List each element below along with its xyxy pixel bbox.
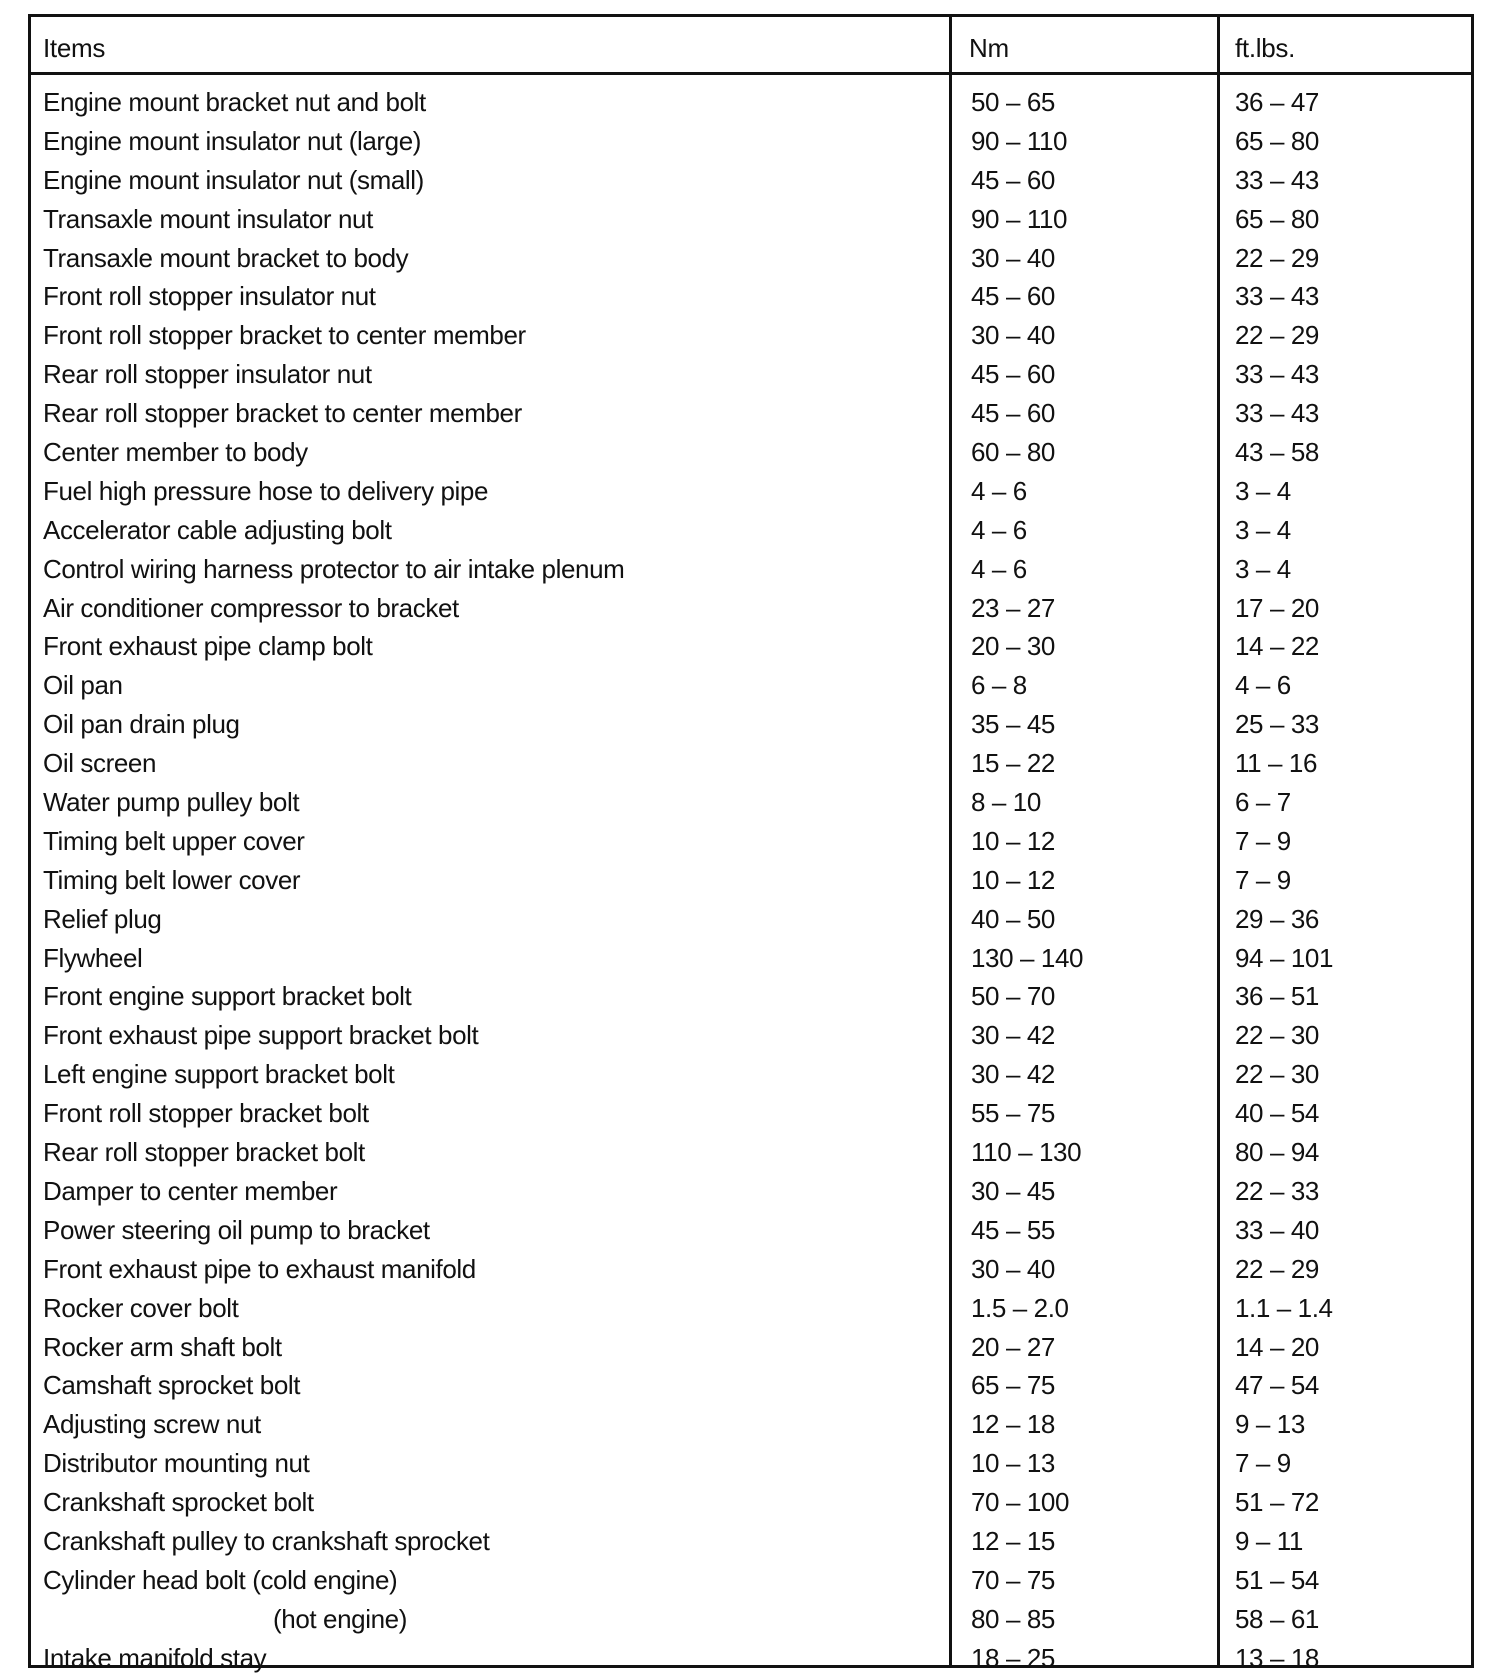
row-nm-value: 18 – 25 [971, 1642, 1055, 1673]
row-nm-value: 45 – 55 [971, 1214, 1055, 1245]
row-ftlbs-value: 29 – 36 [1235, 903, 1319, 934]
row-ftlbs-value: 4 – 6 [1235, 670, 1291, 701]
table-row [31, 161, 1471, 200]
row-nm-value: 6 – 8 [971, 670, 1027, 701]
row-nm-value: 30 – 40 [971, 320, 1055, 351]
table-row [31, 433, 1471, 472]
table-row [31, 1600, 1471, 1639]
row-nm-value: 35 – 45 [971, 709, 1055, 740]
row-nm-value: 40 – 50 [971, 903, 1055, 934]
row-item-label: Relief plug [43, 903, 162, 934]
row-nm-value: 30 – 42 [971, 1059, 1055, 1090]
row-ftlbs-value: 11 – 16 [1235, 748, 1318, 779]
row-nm-value: 65 – 75 [971, 1370, 1055, 1401]
row-ftlbs-value: 3 – 4 [1235, 514, 1291, 545]
row-nm-value: 70 – 75 [971, 1564, 1055, 1595]
row-item-label: Center member to body [43, 437, 308, 468]
row-nm-value: 23 – 27 [971, 592, 1055, 623]
row-ftlbs-value: 13 – 18 [1235, 1642, 1319, 1673]
row-ftlbs-value: 14 – 22 [1235, 631, 1319, 662]
row-item-label: Adjusting screw nut [43, 1409, 261, 1440]
row-ftlbs-value: 58 – 61 [1235, 1603, 1319, 1634]
row-ftlbs-value: 51 – 72 [1235, 1487, 1319, 1518]
table-row [31, 1444, 1471, 1483]
table-body [31, 83, 1471, 1678]
row-ftlbs-value: 7 – 9 [1235, 864, 1291, 895]
table-row [31, 1405, 1471, 1444]
row-item-label: (hot engine) [273, 1603, 407, 1634]
table-row [31, 355, 1471, 394]
table-row [31, 550, 1471, 589]
row-item-label: Water pump pulley bolt [43, 787, 300, 818]
torque-spec-table [28, 14, 1474, 1673]
row-ftlbs-value: 33 – 43 [1235, 398, 1319, 429]
row-ftlbs-value: 33 – 43 [1235, 359, 1319, 390]
row-ftlbs-value: 36 – 47 [1235, 87, 1319, 117]
row-nm-value: 1.5 – 2.0 [971, 1292, 1069, 1323]
table-row [31, 783, 1471, 822]
table-row [31, 394, 1471, 433]
row-item-label: Cylinder head bolt (cold engine) [43, 1564, 398, 1595]
row-nm-value: 12 – 15 [971, 1525, 1055, 1556]
row-item-label: Timing belt upper cover [43, 825, 305, 856]
row-item-label: Fuel high pressure hose to delivery pipe [43, 475, 489, 506]
row-item-label: Control wiring harness protector to air intake plenum [43, 553, 625, 584]
row-nm-value: 90 – 110 [971, 203, 1068, 234]
row-nm-value: 80 – 85 [971, 1603, 1055, 1634]
table-row [31, 122, 1471, 161]
row-nm-value: 45 – 60 [971, 359, 1055, 390]
row-item-label: Crankshaft sprocket bolt [43, 1487, 314, 1518]
table-row [31, 589, 1471, 628]
row-item-label: Transaxle mount insulator nut [43, 203, 373, 234]
row-ftlbs-value: 7 – 9 [1235, 1448, 1291, 1479]
row-nm-value: 30 – 40 [971, 242, 1055, 273]
table-row [31, 1639, 1471, 1678]
row-nm-value: 10 – 12 [971, 864, 1055, 895]
row-item-label: Rocker cover bolt [43, 1292, 239, 1323]
row-ftlbs-value: 3 – 4 [1235, 553, 1291, 584]
row-ftlbs-value: 22 – 33 [1235, 1175, 1319, 1206]
row-item-label: Flywheel [43, 942, 143, 973]
table-row [31, 744, 1471, 783]
row-nm-value: 12 – 18 [971, 1409, 1055, 1440]
table-row [31, 1366, 1471, 1405]
row-ftlbs-value: 33 – 43 [1235, 164, 1319, 195]
row-ftlbs-value: 80 – 94 [1235, 1137, 1319, 1168]
row-nm-value: 10 – 12 [971, 825, 1055, 856]
row-nm-value: 10 – 13 [971, 1448, 1055, 1479]
row-item-label: Engine mount insulator nut (large) [43, 125, 422, 156]
row-item-label: Transaxle mount bracket to body [43, 242, 409, 273]
row-ftlbs-value: 9 – 13 [1235, 1409, 1305, 1440]
row-ftlbs-value: 65 – 80 [1235, 203, 1319, 234]
row-item-label: Front roll stopper insulator nut [43, 281, 376, 312]
table-row [31, 1133, 1471, 1172]
row-item-label: Distributor mounting nut [43, 1448, 310, 1479]
row-item-label: Air conditioner compressor to bracket [43, 592, 459, 623]
row-nm-value: 20 – 30 [971, 631, 1055, 662]
row-nm-value: 60 – 80 [971, 437, 1055, 468]
table-row [31, 83, 1471, 122]
row-ftlbs-value: 9 – 11 [1235, 1525, 1303, 1556]
table-row [31, 1250, 1471, 1289]
row-item-label: Engine mount insulator nut (small) [43, 164, 424, 195]
row-nm-value: 30 – 42 [971, 1020, 1055, 1051]
row-nm-value: 8 – 10 [971, 787, 1041, 818]
table-header-row [31, 17, 1471, 75]
header-items: Items [43, 33, 106, 63]
row-item-label: Rear roll stopper insulator nut [43, 359, 372, 390]
row-item-label: Left engine support bracket bolt [43, 1059, 395, 1090]
row-item-label: Front exhaust pipe clamp bolt [43, 631, 373, 662]
row-item-label: Rear roll stopper bracket bolt [43, 1137, 365, 1168]
table-row [31, 705, 1471, 744]
table-row [31, 277, 1471, 316]
row-nm-value: 50 – 70 [971, 981, 1055, 1012]
row-item-label: Front engine support bracket bolt [43, 981, 412, 1012]
table-row [31, 1094, 1471, 1133]
row-ftlbs-value: 17 – 20 [1235, 592, 1319, 623]
table-row [31, 472, 1471, 511]
row-ftlbs-value: 43 – 58 [1235, 437, 1319, 468]
row-item-label: Intake manifold stay [43, 1642, 267, 1673]
table-row [31, 861, 1471, 900]
row-item-label: Camshaft sprocket bolt [43, 1370, 301, 1401]
table-row [31, 939, 1471, 978]
table-row [31, 900, 1471, 939]
row-ftlbs-value: 22 – 30 [1235, 1059, 1319, 1090]
row-item-label: Rocker arm shaft bolt [43, 1331, 282, 1362]
row-ftlbs-value: 47 – 54 [1235, 1370, 1319, 1401]
table-row [31, 1328, 1471, 1367]
table-row [31, 1211, 1471, 1250]
table-row [31, 1016, 1471, 1055]
row-ftlbs-value: 40 – 54 [1235, 1098, 1319, 1129]
row-item-label: Damper to center member [43, 1175, 338, 1206]
row-nm-value: 4 – 6 [971, 553, 1027, 584]
row-nm-value: 110 – 130 [971, 1137, 1082, 1168]
header-nm: Nm [969, 33, 1009, 63]
table-row [31, 822, 1471, 861]
table-row [31, 1561, 1471, 1600]
table-row [31, 977, 1471, 1016]
row-nm-value: 50 – 65 [971, 87, 1055, 117]
row-ftlbs-value: 22 – 29 [1235, 1253, 1319, 1284]
table-row [31, 1289, 1471, 1328]
row-ftlbs-value: 14 – 20 [1235, 1331, 1319, 1362]
row-nm-value: 130 – 140 [971, 942, 1084, 973]
row-ftlbs-value: 36 – 51 [1235, 981, 1319, 1012]
table-row [31, 316, 1471, 355]
row-ftlbs-value: 1.1 – 1.4 [1235, 1292, 1333, 1323]
row-item-label: Front roll stopper bracket bolt [43, 1098, 369, 1129]
row-item-label: Accelerator cable adjusting bolt [43, 514, 392, 545]
row-item-label: Front roll stopper bracket to center member [43, 320, 526, 351]
row-nm-value: 90 – 110 [971, 125, 1068, 156]
row-ftlbs-value: 33 – 43 [1235, 281, 1319, 312]
table-row [31, 1522, 1471, 1561]
row-ftlbs-value: 22 – 29 [1235, 242, 1319, 273]
row-nm-value: 30 – 40 [971, 1253, 1055, 1284]
row-item-label: Oil pan [43, 670, 123, 701]
table-row [31, 1055, 1471, 1094]
row-ftlbs-value: 3 – 4 [1235, 475, 1291, 506]
row-ftlbs-value: 51 – 54 [1235, 1564, 1319, 1595]
row-nm-value: 4 – 6 [971, 475, 1027, 506]
table-row [31, 666, 1471, 705]
row-ftlbs-value: 33 – 40 [1235, 1214, 1319, 1245]
row-nm-value: 4 – 6 [971, 514, 1027, 545]
row-nm-value: 55 – 75 [971, 1098, 1055, 1129]
row-ftlbs-value: 7 – 9 [1235, 825, 1291, 856]
row-nm-value: 15 – 22 [971, 748, 1055, 779]
row-ftlbs-value: 22 – 29 [1235, 320, 1319, 351]
table-row [31, 511, 1471, 550]
row-item-label: Rear roll stopper bracket to center member [43, 398, 522, 429]
row-item-label: Front exhaust pipe support bracket bolt [43, 1020, 479, 1051]
row-item-label: Oil pan drain plug [43, 709, 240, 740]
row-ftlbs-value: 22 – 30 [1235, 1020, 1319, 1051]
row-item-label: Timing belt lower cover [43, 864, 301, 895]
row-item-label: Power steering oil pump to bracket [43, 1214, 430, 1245]
table-row [31, 1483, 1471, 1522]
row-nm-value: 70 – 100 [971, 1487, 1070, 1518]
header-ftlbs: ft.lbs. [1235, 33, 1296, 63]
row-item-label: Engine mount bracket nut and bolt [43, 87, 426, 117]
row-item-label: Oil screen [43, 748, 157, 779]
row-ftlbs-value: 65 – 80 [1235, 125, 1319, 156]
table-row [31, 1172, 1471, 1211]
table-row [31, 239, 1471, 278]
row-nm-value: 45 – 60 [971, 398, 1055, 429]
row-ftlbs-value: 94 – 101 [1235, 942, 1334, 973]
row-item-label: Crankshaft pulley to crankshaft sprocket [43, 1525, 490, 1556]
row-nm-value: 30 – 45 [971, 1175, 1055, 1206]
row-item-label: Front exhaust pipe to exhaust manifold [43, 1253, 476, 1284]
row-nm-value: 45 – 60 [971, 281, 1055, 312]
row-nm-value: 20 – 27 [971, 1331, 1055, 1362]
row-nm-value: 45 – 60 [971, 164, 1055, 195]
row-ftlbs-value: 6 – 7 [1235, 787, 1291, 818]
table-row [31, 627, 1471, 666]
table-row [31, 200, 1471, 239]
row-ftlbs-value: 25 – 33 [1235, 709, 1319, 740]
